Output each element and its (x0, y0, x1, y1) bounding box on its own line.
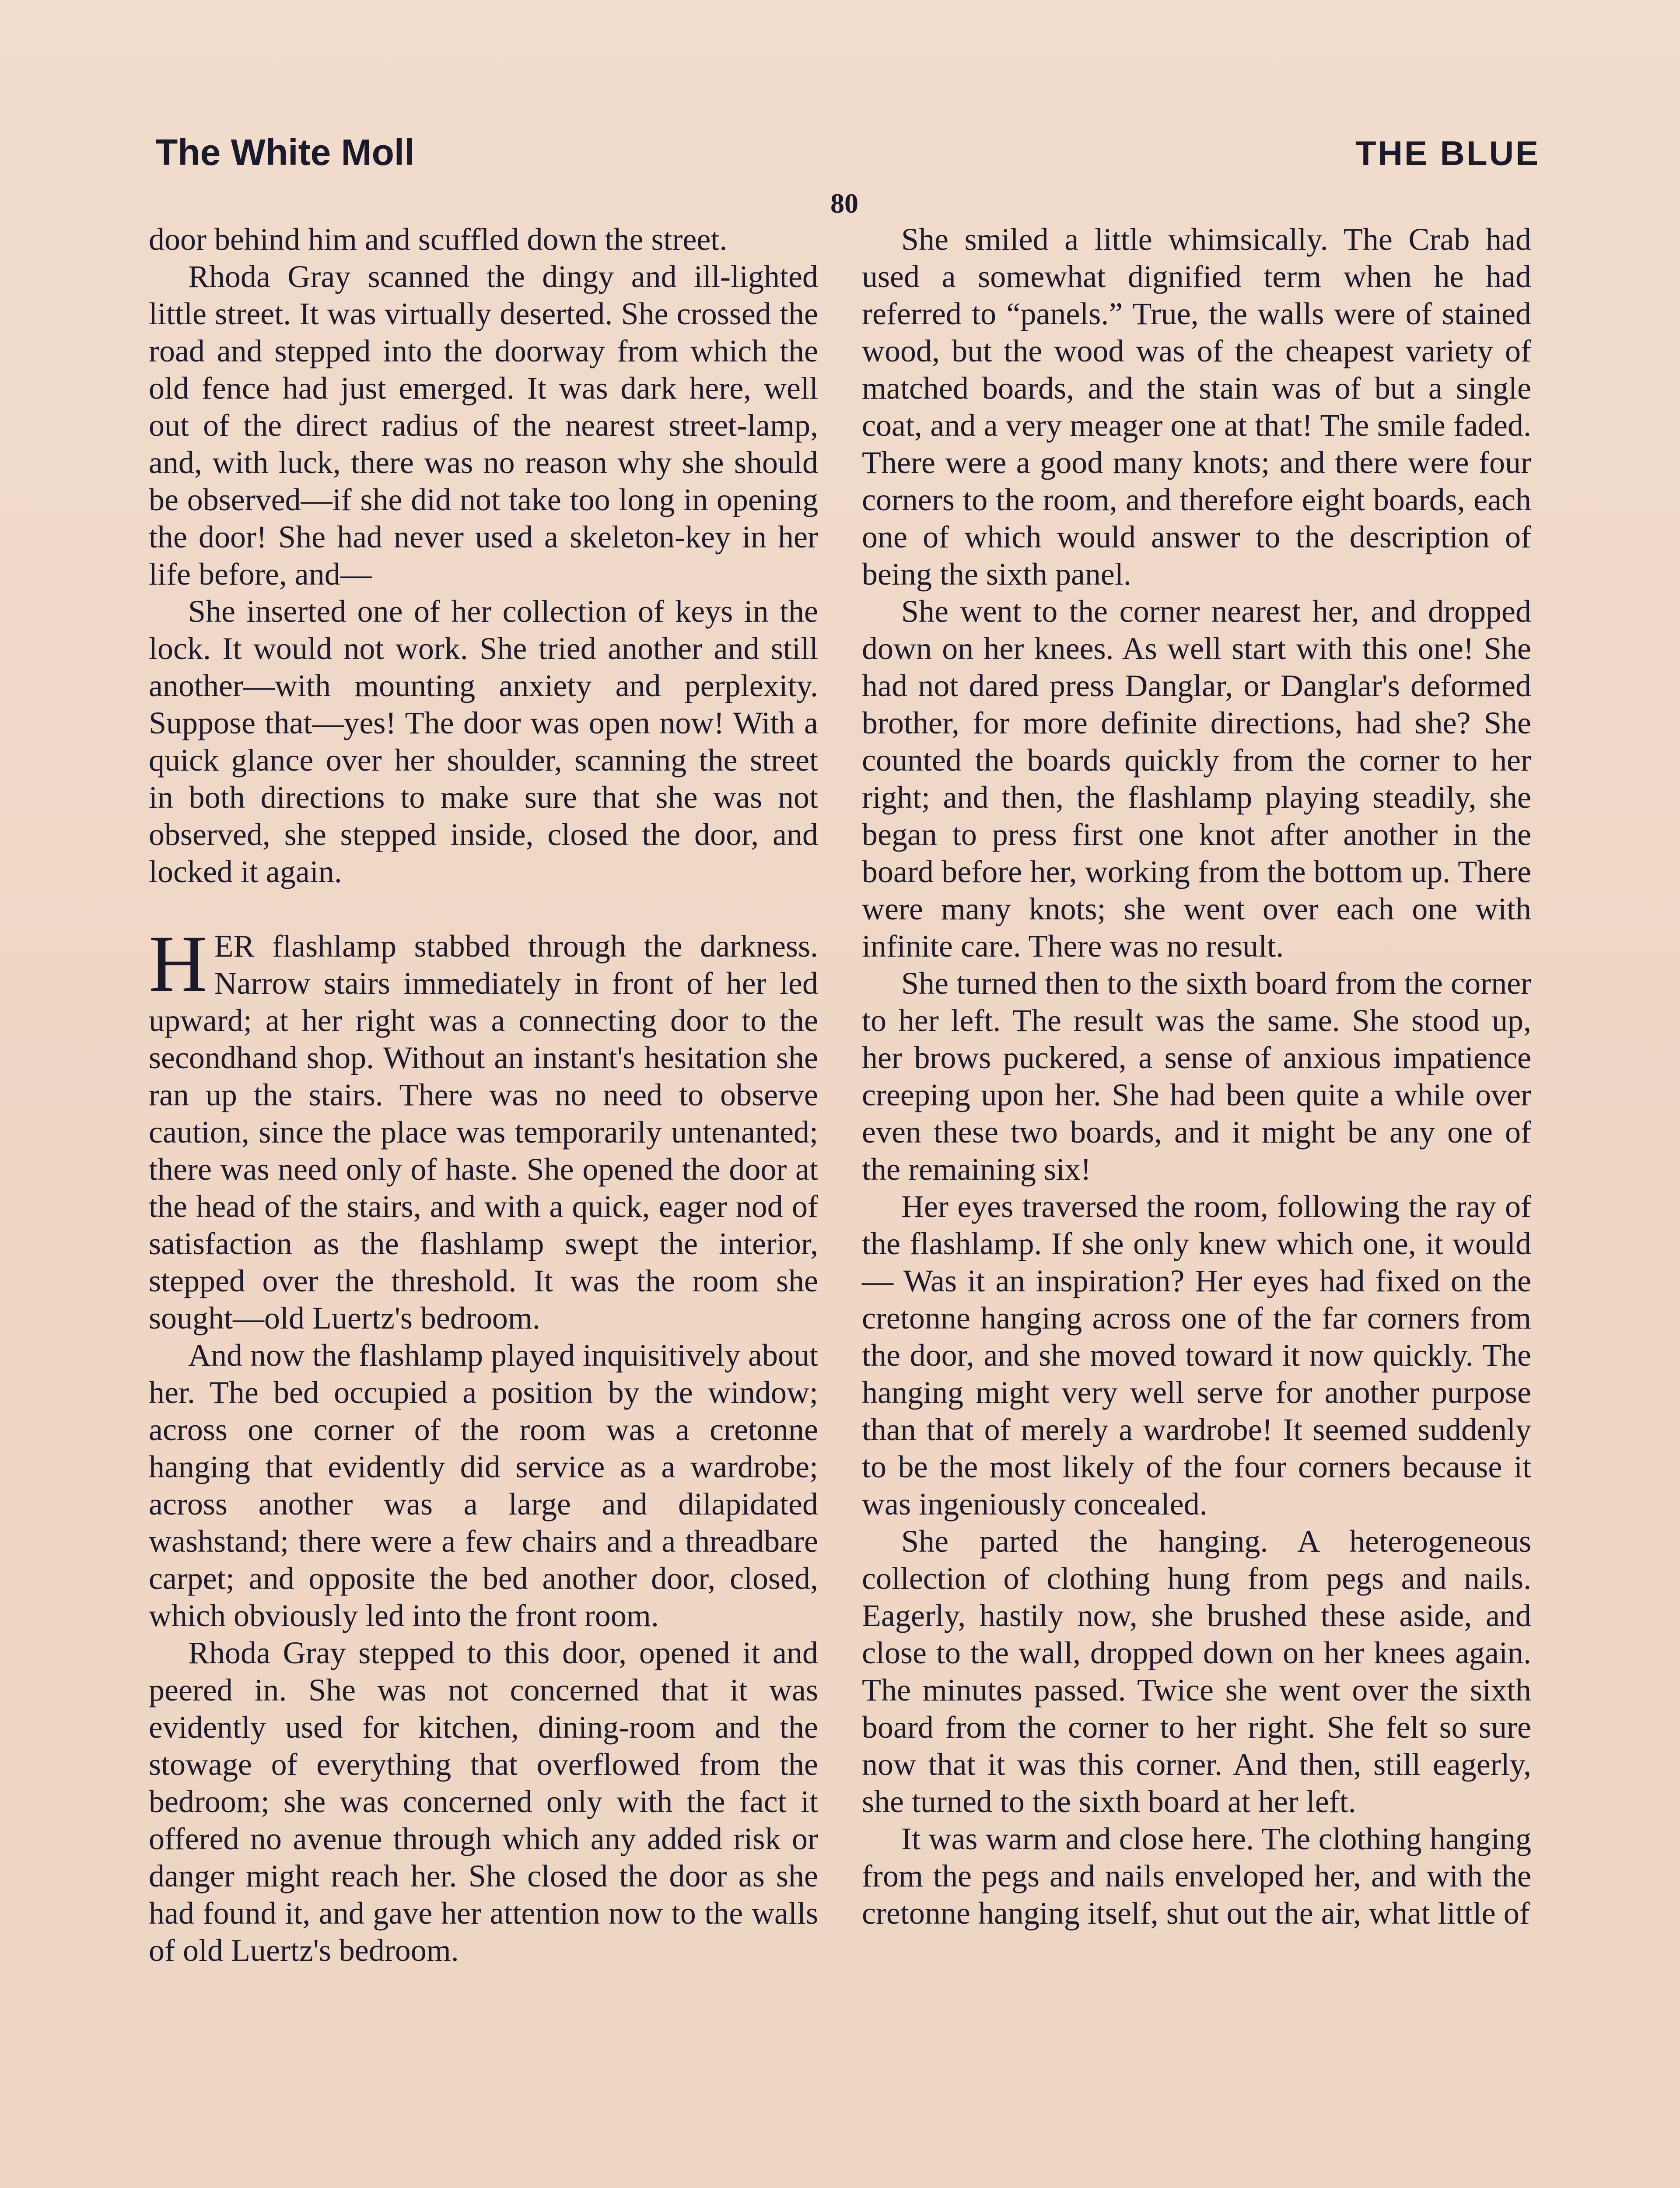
paragraph: Her eyes traversed the room, following the ray of the flashlamp. If she only knew which one, it would— Was it an inspiration? Her eyes had fixed on the cretonne hanging across one of the far corners from the door, and she moved toward it now quickly. The hanging might very well serve for another purpose than that of merely a wardrobe! It seemed suddenly to be the most likely of the four corners because it was ingeniously concealed. (862, 1189, 1531, 1522)
right-column (862, 221, 1531, 1932)
paragraph: She inserted one of her collection of keys in the lock. It would not work. She tried another and still another—with mounting anxiety and perplexity. Suppose that—yes! The door was open now! With a quick glance over her shoulder, scanning the street in both directions to make sure that she was not observed, she stepped inside, closed the door, and locked it again. (149, 594, 818, 889)
paragraph-text: ER flashlamp stabbed through the darkness. Narrow stairs immediately in front of her led upward; at her right was a connecting door to the secondhand shop. Without an instant's hesitation she ran up the stairs. There was no need to observe caution, since the place was temporarily untenanted; there was need only of haste. She opened the door at the head of the stairs, and with a quick, eager nod of satisfaction as the flashlamp swept the interior, stepped over the threshold. It was the room she sought—old Luertz's bedroom. (149, 929, 818, 1336)
drop-cap: H (149, 919, 207, 1009)
paragraph: Rhoda Gray stepped to this door, opened it and peered in. She was not concerned that it was evidently used for kitchen, dining-room and the stowage of everything that overflowed from the bedroom; she was concerned only with the fact it offered no avenue through which any added risk or danger might reach her. She closed the door as she had found it, and gave her attention now to the walls of old Luertz's bedroom. (149, 1635, 818, 1968)
paragraph: She parted the hanging. A heterogeneous collection of clothing hung from pegs and nails. Eagerly, hastily now, she brushed these aside, and close to the wall, dropped down on her knees again. The minutes passed. Twice she went over the sixth board from the corner to her right. She felt so sure now that it was this corner. And then, still eagerly, she turned to the sixth board at her left. (862, 1524, 1531, 1819)
paragraph: She turned then to the sixth board from the corner to her left. The result was the same. She stood up, her brows puckered, a sense of anxious impatience creeping upon her. She had been quite a while over even these two boards, and it might be any one of the remaining six! (862, 966, 1531, 1187)
running-head-magazine: THE BLUE (1355, 134, 1540, 172)
paragraph: She smiled a little whimsically. The Crab had used a somewhat dignified term when he had referred to “panels.” True, the walls were of stained wood, but the wood was of the cheapest variety of matched boards, and the stain was of but a single coat, and a very meager one at that! The smile faded. There were a good many knots; and there were four corners to the room, and therefore eight boards, each one of which would answer to the description of being the sixth panel. (862, 222, 1531, 592)
paragraph: She went to the corner nearest her, and dropped down on her knees. As well start with this one! She had not dared press Danglar, or Danglar's deformed brother, for more definite directions, had she? She counted the boards quickly from the corner to her right; and then, the flashlamp playing steadily, she began to press first one knot after another in the board before her, working from the bottom up. There were many knots; she went over each one with infinite care. There was no result. (862, 594, 1531, 964)
running-head-title: The White Moll (155, 132, 415, 173)
paragraph: It was warm and close here. The clothing hanging from the pegs and nails enveloped her, and with the cretonne hanging itself, shut out the air, what little of (862, 1821, 1531, 1931)
paragraph: Rhoda Gray scanned the dingy and ill-lighted little street. It was virtually deserted. She crossed the road and stepped into the doorway from which the old fence had just emerged. It was dark here, well out of the direct radius of the nearest street-lamp, and, with luck, there was no reason why she should be observed—if she did not take too long in opening the door! She had never used a skeleton-key in her life before, and— (149, 259, 818, 592)
paragraph: door behind him and scuffled down the street. (149, 222, 728, 257)
page-number: 80 (830, 188, 858, 219)
left-column (149, 221, 818, 1969)
section-start-paragraph (149, 919, 818, 1337)
paragraph: And now the flashlamp played inquisitively about her. The bed occupied a position by the window; across one corner of the room was a cretonne hanging that evidently did service as a wardrobe; across another was a large and dilapidated washstand; there were a few chairs and a threadbare carpet; and opposite the bed another door, closed, which obviously led into the front room. (149, 1338, 818, 1633)
